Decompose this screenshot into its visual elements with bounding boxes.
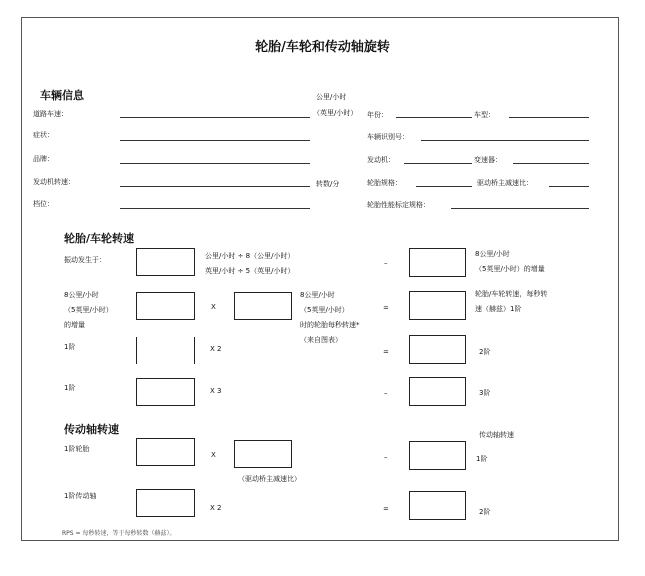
driveshaft-first-order-label: 1阶	[476, 455, 488, 463]
complaint-label: 症状：	[33, 131, 54, 139]
formula-kmh: 公里/小时 ÷ 8（公里/小时）	[205, 252, 295, 260]
vehicle-speed-box[interactable]	[136, 248, 195, 276]
road-test-speed-field[interactable]	[120, 117, 310, 118]
increment-label: 8公里/小时	[64, 291, 99, 299]
page-title: 轮胎/车轮和传动轴旋转	[255, 40, 390, 55]
year-field[interactable]	[396, 117, 472, 118]
third-order-result-box[interactable]	[409, 377, 466, 406]
vehicle-info-heading: 车辆信息	[40, 89, 84, 102]
formula-mph: 英里/小时 ÷ 5（英里/小时）	[205, 267, 295, 275]
increment-label-3: 的增量	[64, 321, 85, 329]
equals-sign-3: =	[383, 505, 389, 513]
make-label: 品牌：	[33, 155, 54, 163]
first-order-result-label-2: 速（赫兹）1阶	[475, 305, 522, 313]
increment-label-2: （5英里/小时）	[64, 306, 113, 314]
transmission-field[interactable]	[513, 163, 589, 164]
driveshaft-first-order-box[interactable]	[409, 441, 466, 470]
engine-label: 发动机：	[367, 156, 395, 164]
speed-unit-label: 公里/小时	[316, 93, 347, 101]
vin-label: 车辆识别号：	[367, 133, 409, 141]
model-field[interactable]	[509, 117, 589, 118]
second-order-result-box[interactable]	[409, 335, 466, 364]
first-order-box-left	[136, 337, 137, 364]
axle-ratio-box[interactable]	[234, 440, 292, 468]
year-label: 年份：	[367, 111, 388, 119]
transmission-label: 变速器：	[474, 156, 502, 164]
driveshaft-second-order-label: 2阶	[479, 508, 491, 516]
first-order-result-box[interactable]	[409, 291, 466, 320]
speed-unit-alt-label: （英里/小时）	[313, 109, 358, 117]
x2-label: X 2	[210, 345, 222, 353]
axle-ratio-label: 驱动桥主减速比：	[477, 179, 533, 187]
driveshaft-second-order-box[interactable]	[409, 491, 466, 520]
wheel-speed-heading: 轮胎/车轮转速	[64, 232, 135, 245]
gear-field[interactable]	[120, 208, 310, 209]
tire-rps-label-3: 时的轮胎每秒转速*	[300, 321, 360, 329]
x2-label-2: X 2	[210, 504, 222, 512]
increment-box[interactable]	[136, 292, 195, 320]
minus-sign-3: –	[384, 453, 388, 461]
increment-result-label-2: （5英里/小时）的增量	[475, 265, 545, 273]
first-order-box-2[interactable]	[136, 378, 195, 406]
times-sign: X	[211, 303, 216, 311]
x3-label: X 3	[210, 387, 222, 395]
increment-result-box[interactable]	[409, 248, 466, 277]
tire-rps-label-4: （来自图表）	[300, 336, 342, 344]
second-order-label: 2阶	[479, 348, 491, 356]
tire-size-field[interactable]	[416, 186, 472, 187]
first-order-tire-box[interactable]	[136, 438, 195, 466]
axle-ratio-field[interactable]	[549, 186, 589, 187]
first-order-tire-label: 1阶轮胎	[64, 445, 90, 453]
tire-performance-label: 轮胎性能标定规格：	[367, 201, 430, 209]
tire-size-label: 轮胎规格：	[367, 179, 402, 187]
driveshaft-heading: 传动轴转速	[64, 423, 119, 436]
tire-rps-box[interactable]	[234, 292, 292, 320]
first-order-box-right	[194, 337, 195, 364]
tire-performance-field[interactable]	[451, 208, 589, 209]
tire-rps-label-2: （5英里/小时）	[300, 306, 349, 314]
rpm-unit-label: 转数/分	[316, 180, 340, 188]
road-test-speed-label: 道路车速：	[33, 110, 68, 118]
footer-note: RPS = 每秒转速，等于每秒转数（赫兹）。	[62, 530, 176, 537]
complaint-field[interactable]	[120, 140, 310, 141]
occurs-at-label: 振动发生于：	[64, 256, 106, 264]
minus-sign-2: –	[384, 389, 388, 397]
vin-field[interactable]	[421, 140, 589, 141]
tire-rps-label: 8公里/小时	[300, 291, 335, 299]
axle-ratio-note: （驱动桥主减速比）	[238, 475, 301, 483]
third-order-label: 3阶	[479, 389, 491, 397]
model-label: 车型：	[474, 111, 495, 119]
minus-sign: –	[384, 259, 388, 267]
equals-sign-2: =	[383, 348, 389, 356]
first-order-result-label: 轮胎/车轮转速，每秒转	[475, 290, 548, 298]
first-order-driveshaft-label: 1阶传动轴	[64, 492, 97, 500]
first-order-driveshaft-box[interactable]	[136, 489, 195, 517]
equals-sign: =	[383, 304, 389, 312]
increment-result-label: 8公里/小时	[475, 250, 510, 258]
times-sign-2: X	[211, 451, 216, 459]
first-order-label: 1阶	[64, 343, 76, 351]
engine-speed-label: 发动机转速：	[33, 178, 75, 186]
first-order-label-2: 1阶	[64, 384, 76, 392]
driveshaft-result-label: 传动轴转速	[479, 431, 514, 439]
gear-label: 档位：	[33, 200, 54, 208]
engine-speed-field[interactable]	[120, 186, 310, 187]
make-field[interactable]	[120, 163, 310, 164]
engine-field[interactable]	[404, 163, 472, 164]
